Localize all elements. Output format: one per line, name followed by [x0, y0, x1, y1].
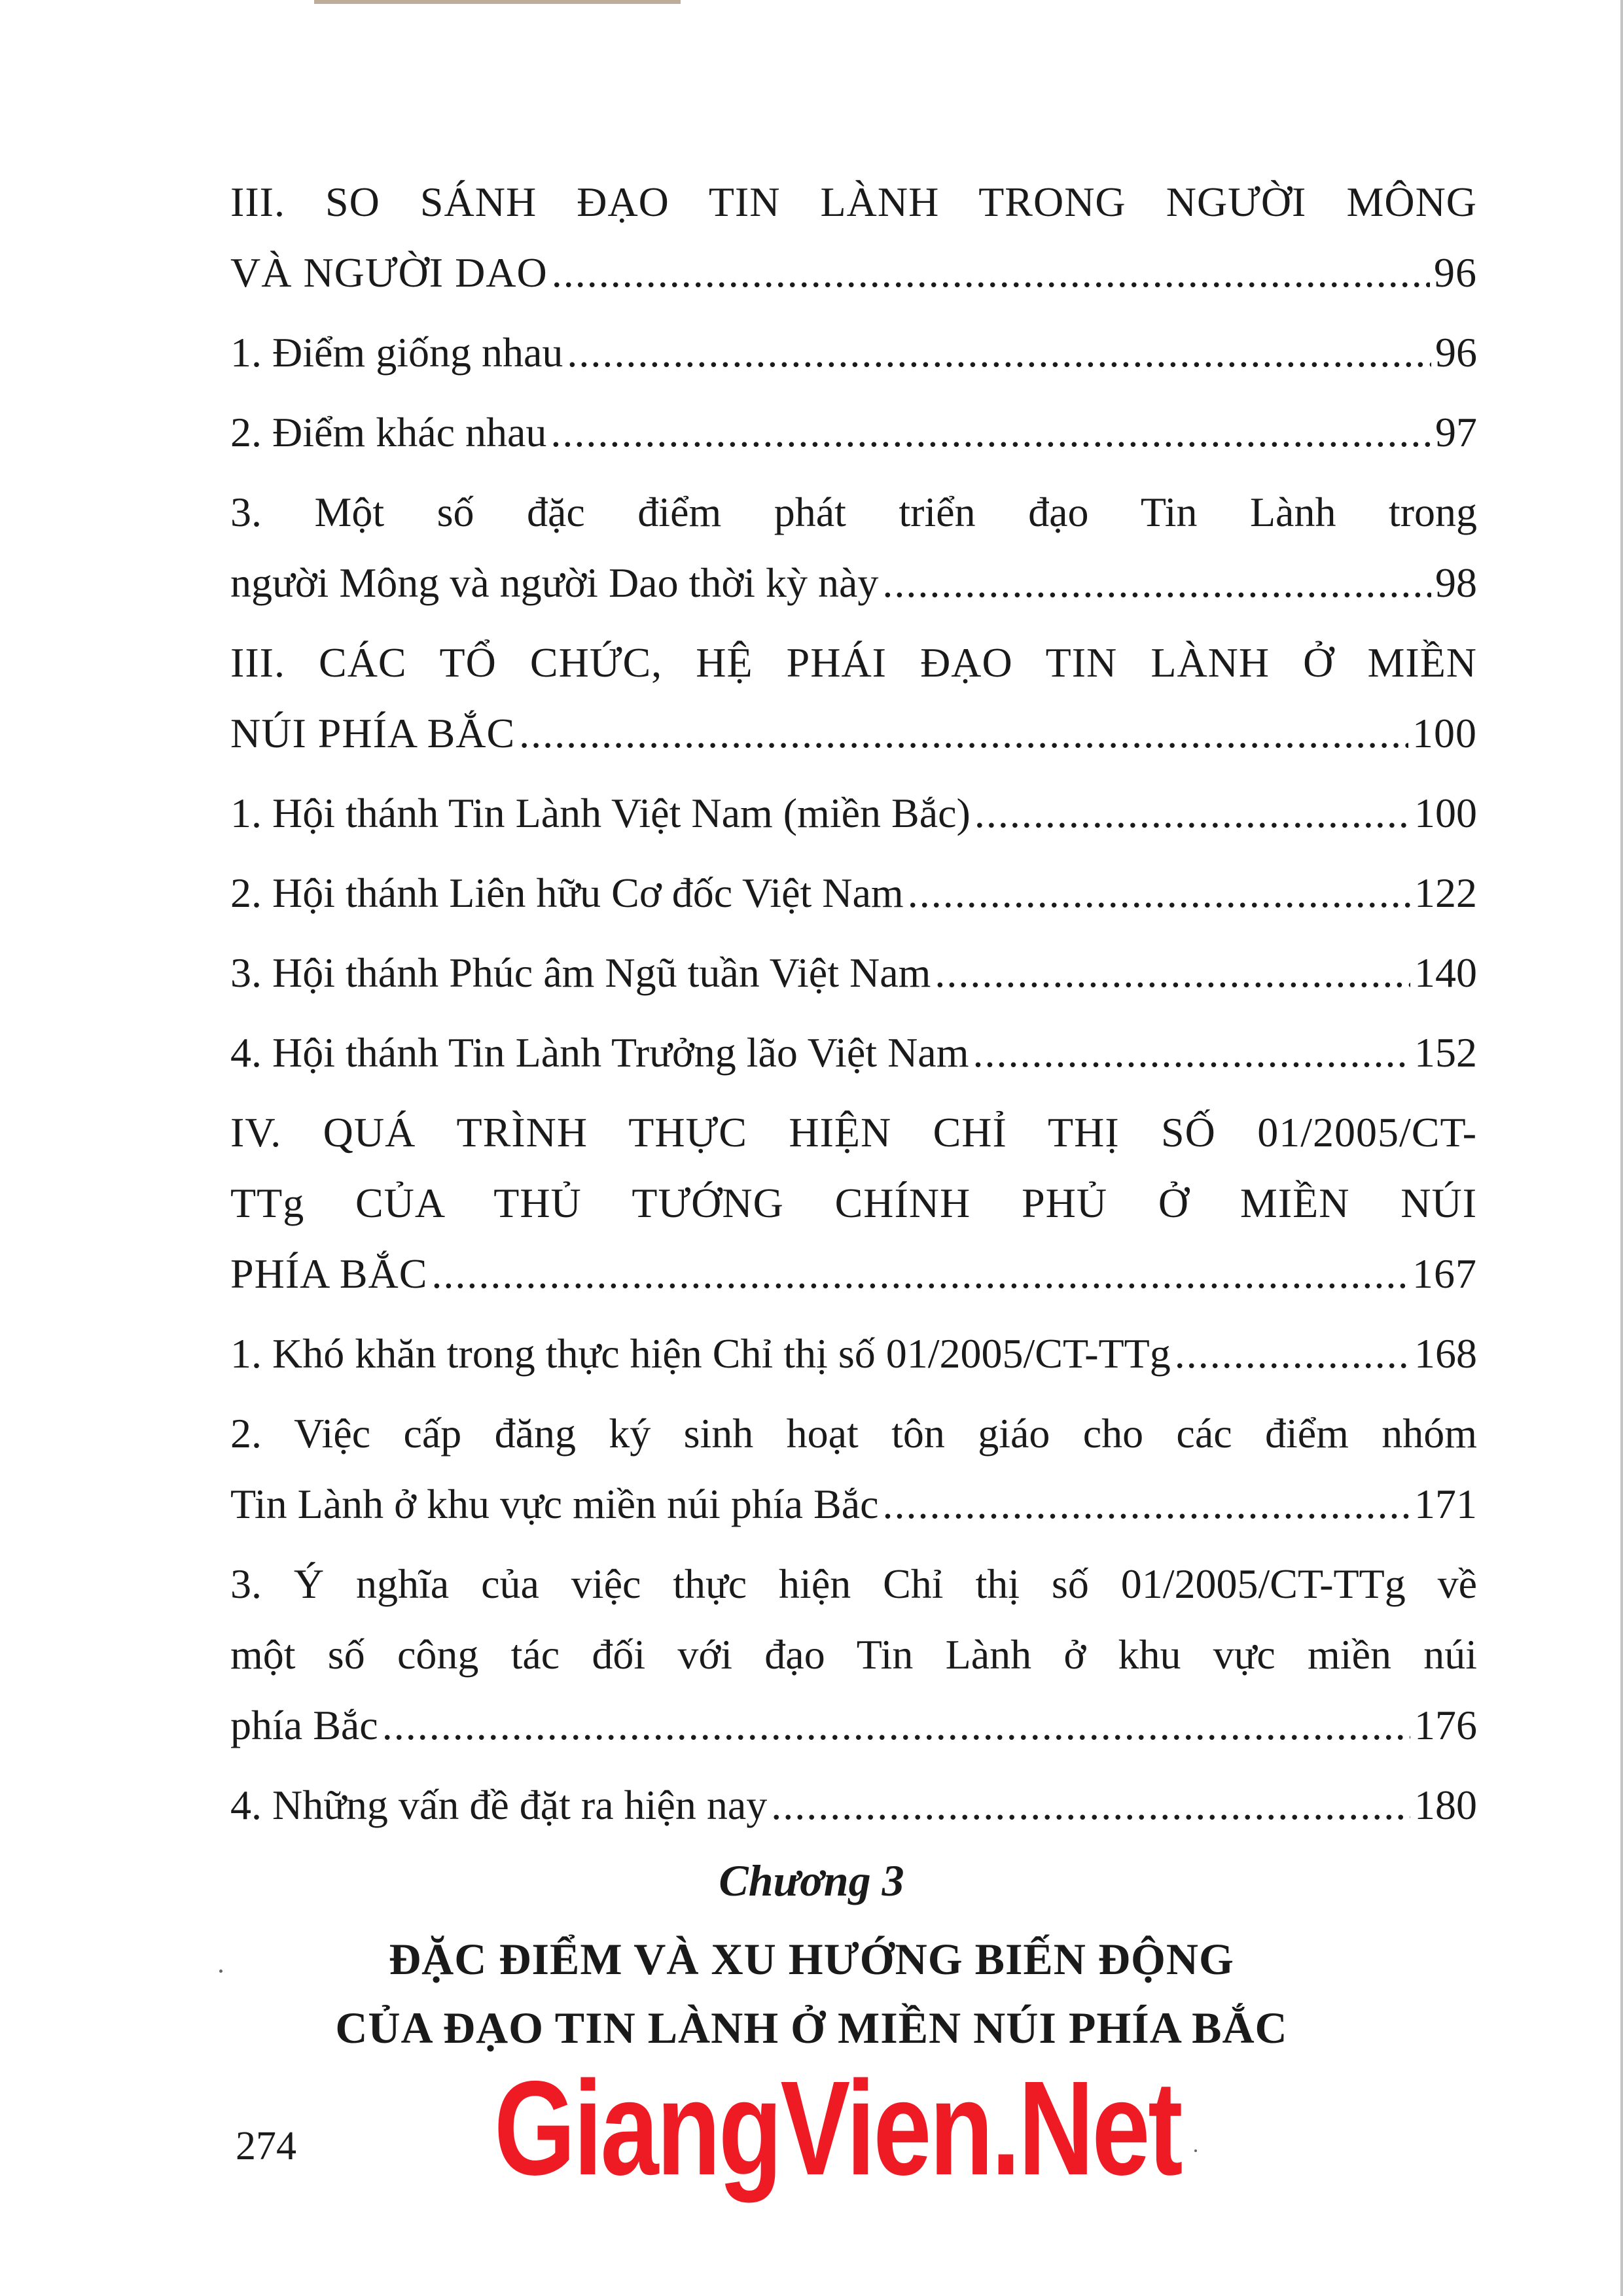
dot-leader: [935, 938, 1410, 1008]
toc-entry-title: 1. Hội thánh Tin Lành Việt Nam (miền Bắc): [230, 790, 971, 836]
toc-entry-line: 3. Ý nghĩa của việc thực hiện Chỉ thị số 01/2005/CT-TTg về: [230, 1561, 1477, 1607]
toc-page-number: 171: [1414, 1481, 1477, 1527]
watermark-logo: GiangVien.Net: [494, 2053, 1181, 2203]
toc-entry: [230, 858, 1477, 928]
dot-leader: [882, 548, 1431, 618]
toc-entry-line: IV. QUÁ TRÌNH THỰC HIỆN CHỈ THỊ SỐ 01/2005/CT-: [230, 1109, 1477, 1156]
toc-entry-title: 4. Hội thánh Tin Lành Trưởng lão Việt Nam: [230, 1029, 969, 1076]
toc-entry-last-line: [230, 1318, 1477, 1389]
toc-entry: [230, 1398, 1477, 1540]
toc-page-number: 176: [1414, 1702, 1477, 1748]
chapter-label: Chương 3: [719, 1856, 904, 1905]
toc-entry-title: 1. Khó khăn trong thực hiện Chỉ thị số 01/2005/CT-TTg: [230, 1330, 1171, 1377]
toc-entry: [230, 938, 1477, 1008]
dot-leader: [552, 238, 1430, 308]
toc-entry-last-line: [230, 1469, 1477, 1540]
toc-entry: [230, 317, 1477, 388]
dot-leader: [567, 317, 1431, 388]
toc-entry-title: 2. Điểm khác nhau: [230, 409, 547, 455]
toc-entry-last-line: [230, 548, 1477, 618]
dot-leader: [550, 397, 1431, 468]
page-number: 274: [236, 2124, 296, 2168]
toc-entry: [230, 1318, 1477, 1389]
toc-entry-last-line: [230, 1017, 1477, 1088]
toc-page-number: 98: [1435, 559, 1477, 606]
toc-page-number: 100: [1412, 710, 1477, 756]
toc-entry: [230, 167, 1477, 308]
toc-entry-title: phía Bắc: [230, 1702, 378, 1748]
scan-speck: [1194, 2149, 1197, 2152]
toc-entry-title: 4. Những vấn đề đặt ra hiện nay: [230, 1782, 768, 1828]
dot-leader: [431, 1239, 1408, 1309]
toc-entry: [230, 627, 1477, 769]
toc-entry-last-line: [230, 238, 1477, 308]
toc-page-number: 96: [1435, 329, 1477, 376]
toc-entry-title: VÀ NGƯỜI DAO: [230, 249, 548, 296]
dot-leader: [382, 1690, 1410, 1761]
toc-entry-line: III. SO SÁNH ĐẠO TIN LÀNH TRONG NGƯỜI MÔNG: [230, 179, 1477, 225]
toc-entry-title: NÚI PHÍA BẮC: [230, 710, 516, 756]
dot-leader: [519, 698, 1408, 769]
toc-entry-last-line: [230, 858, 1477, 928]
toc-entry-last-line: [230, 938, 1477, 1008]
toc-entry-line: 2. Việc cấp đăng ký sinh hoạt tôn giáo cho các điểm nhóm: [230, 1410, 1477, 1457]
toc-entry-last-line: [230, 778, 1477, 849]
toc-page-number: 180: [1414, 1782, 1477, 1828]
toc-entry-title: người Mông và người Dao thời kỳ này: [230, 559, 879, 606]
toc-page-number: 97: [1435, 409, 1477, 455]
toc-entry-line: III. CÁC TỔ CHỨC, HỆ PHÁI ĐẠO TIN LÀNH Ở MIỀN: [230, 639, 1477, 686]
dot-leader: [1175, 1318, 1410, 1389]
toc-entry: [230, 1770, 1477, 1841]
toc-entry-title: PHÍA BẮC: [230, 1250, 428, 1297]
toc-page-number: 100: [1414, 790, 1477, 836]
toc-entry-title: 2. Hội thánh Liên hữu Cơ đốc Việt Nam: [230, 870, 904, 916]
dot-leader: [908, 858, 1410, 928]
scan-speck: [219, 1969, 223, 1973]
toc-entry-last-line: [230, 317, 1477, 388]
toc-entry-line: 3. Một số đặc điểm phát triển đạo Tin Lành trong: [230, 489, 1477, 535]
toc-entry-title: 1. Điểm giống nhau: [230, 329, 563, 376]
toc-page-number: 96: [1434, 249, 1477, 296]
toc-entry: [230, 397, 1477, 468]
dot-leader: [771, 1770, 1410, 1841]
chapter-title-line-1: ĐẶC ĐIỂM VÀ XU HƯỚNG BIẾN ĐỘNG: [389, 1934, 1234, 1984]
toc-entry: [230, 477, 1477, 618]
toc-entry-last-line: [230, 1239, 1477, 1309]
toc-entry: [230, 1097, 1477, 1309]
dot-leader: [883, 1469, 1411, 1540]
toc-page-number: 167: [1412, 1250, 1477, 1297]
page-top-edge: [314, 0, 681, 4]
toc-page-number: 152: [1414, 1029, 1477, 1076]
chapter-title-line-2: CỦA ĐẠO TIN LÀNH Ở MIỀN NÚI PHÍA BẮC: [335, 2003, 1288, 2053]
toc-entry: [230, 778, 1477, 849]
toc-entry-line: TTg CỦA THỦ TƯỚNG CHÍNH PHỦ Ở MIỀN NÚI: [230, 1180, 1477, 1226]
toc-entry-title: Tin Lành ở khu vực miền núi phía Bắc: [230, 1481, 879, 1527]
table-of-contents: [230, 167, 1477, 1850]
toc-page-number: 168: [1414, 1330, 1477, 1377]
toc-entry-title: 3. Hội thánh Phúc âm Ngũ tuần Việt Nam: [230, 949, 931, 996]
toc-entry-last-line: [230, 1770, 1477, 1841]
toc-page-number: 122: [1414, 870, 1477, 916]
toc-entry-last-line: [230, 397, 1477, 468]
dot-leader: [974, 778, 1410, 849]
toc-entry: [230, 1017, 1477, 1088]
toc-entry-last-line: [230, 698, 1477, 769]
toc-entry-last-line: [230, 1690, 1477, 1761]
dot-leader: [972, 1017, 1410, 1088]
toc-entry: [230, 1549, 1477, 1761]
toc-page-number: 140: [1414, 949, 1477, 996]
toc-entry-line: một số công tác đối với đạo Tin Lành ở khu vực miền núi: [230, 1631, 1477, 1678]
